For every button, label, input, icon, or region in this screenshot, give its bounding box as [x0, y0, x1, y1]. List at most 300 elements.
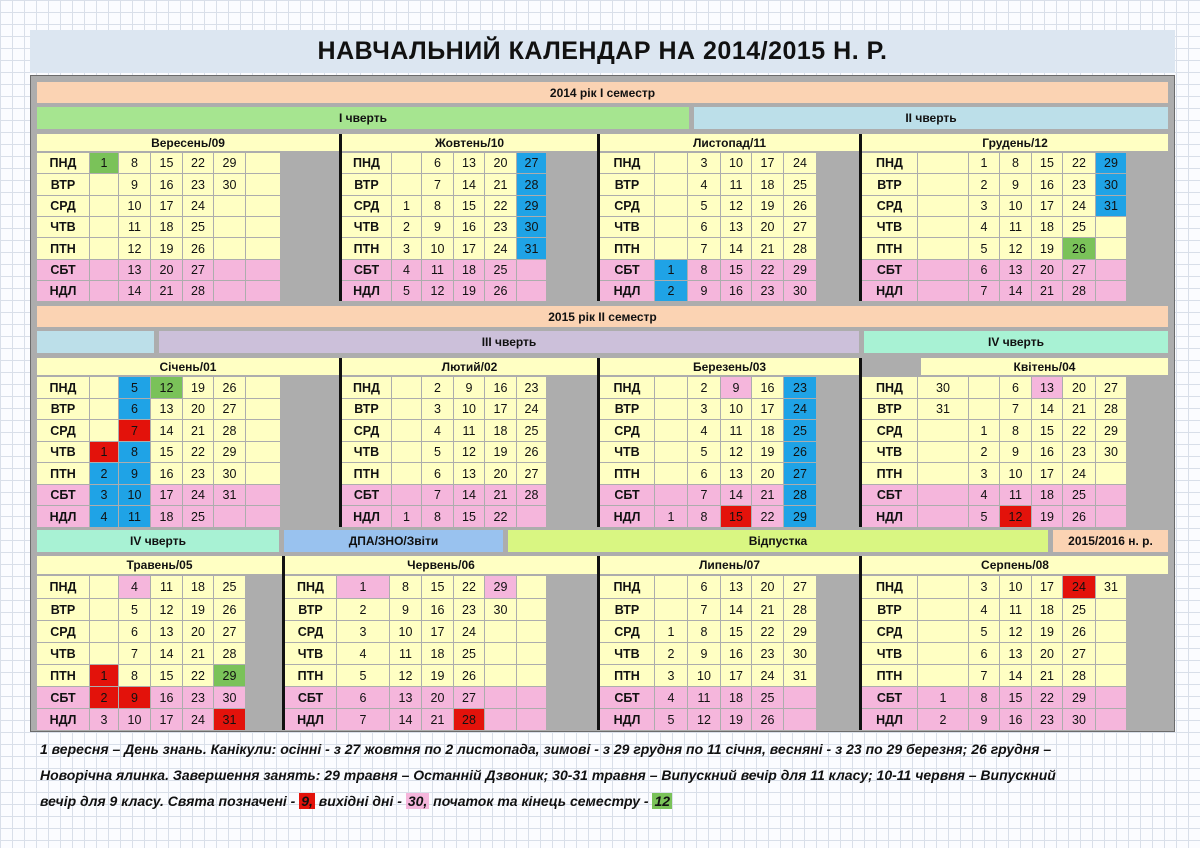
date-cell: 2 — [422, 377, 453, 398]
date-cell: 7 — [337, 709, 389, 730]
date-cell — [918, 217, 968, 237]
date-cell: 23 — [1063, 174, 1095, 195]
weekday-label: ЧТВ — [37, 217, 89, 237]
date-cell — [517, 599, 546, 620]
month-title: Червень/06 — [285, 556, 597, 574]
date-cell: 18 — [752, 420, 783, 441]
date-cell: 2 — [918, 709, 968, 730]
date-cell — [246, 463, 280, 484]
weekday-label: СБТ — [600, 260, 654, 280]
date-cell: 28 — [784, 485, 816, 505]
weekday-label: НДЛ — [862, 709, 917, 730]
date-cell: 27 — [214, 621, 245, 642]
date-cell: 14 — [721, 238, 751, 259]
date-cell: 27 — [784, 217, 816, 237]
weekday-label: НДЛ — [342, 506, 391, 527]
weekend-legend-swatch: 30, — [407, 793, 428, 809]
weekday-label: ПТН — [862, 665, 917, 686]
date-cell: 26 — [752, 709, 783, 730]
date-cell: 20 — [752, 463, 783, 484]
date-cell: 22 — [454, 576, 484, 598]
date-cell: 5 — [655, 709, 687, 730]
weekday-label: ЧТВ — [600, 643, 654, 664]
date-cell: 30 — [1096, 442, 1126, 462]
weekday-label: СРД — [342, 420, 391, 441]
date-cell: 31 — [1096, 576, 1126, 598]
weekday-label: НДЛ — [600, 281, 654, 301]
date-cell: 8 — [688, 506, 720, 527]
weekday-label: СБТ — [600, 485, 654, 505]
date-cell: 31 — [214, 485, 245, 505]
date-cell: 8 — [688, 260, 720, 280]
date-cell: 25 — [1063, 485, 1095, 505]
date-cell: 9 — [688, 643, 720, 664]
date-cell: 24 — [752, 665, 783, 686]
date-cell: 29 — [214, 665, 245, 686]
date-cell — [246, 399, 280, 419]
date-cell: 14 — [151, 643, 182, 664]
date-cell: 30 — [1063, 709, 1095, 730]
weekday-label: ЧТВ — [37, 643, 89, 664]
weekday-label: НДЛ — [285, 709, 336, 730]
date-cell — [655, 463, 687, 484]
notes-line-3 — [40, 788, 1180, 814]
quarter-band-4: IV чверть — [37, 530, 279, 552]
date-cell — [246, 260, 280, 280]
date-cell: 19 — [1032, 238, 1062, 259]
date-cell: 19 — [183, 599, 213, 620]
date-cell: 29 — [784, 621, 816, 642]
weekday-label: ВТР — [285, 599, 336, 620]
date-cell: 12 — [390, 665, 421, 686]
date-cell — [655, 599, 687, 620]
date-cell: 7 — [688, 485, 720, 505]
date-cell — [918, 485, 968, 505]
date-cell: 3 — [90, 485, 118, 505]
month-title: Липень/07 — [600, 556, 859, 574]
weekday-label: ПНД — [342, 377, 391, 398]
date-cell: 24 — [183, 196, 213, 216]
notes-text: початок та кінець семестру - — [429, 793, 653, 809]
date-cell — [918, 665, 968, 686]
date-cell — [90, 196, 118, 216]
date-cell — [918, 463, 968, 484]
date-cell — [1096, 687, 1126, 708]
weekday-label: СРД — [862, 196, 917, 216]
date-cell: 14 — [1000, 665, 1031, 686]
date-cell: 22 — [1032, 687, 1062, 708]
date-cell: 27 — [1063, 643, 1095, 664]
date-cell: 2 — [90, 463, 118, 484]
date-cell: 19 — [454, 281, 484, 301]
notes-text: вечір для 9 класу. Свята позначені - — [40, 793, 300, 809]
date-cell: 23 — [454, 599, 484, 620]
date-cell: 29 — [214, 442, 245, 462]
date-cell: 12 — [454, 442, 484, 462]
date-cell: 2 — [655, 281, 687, 301]
date-cell — [918, 576, 968, 598]
date-cell: 17 — [1032, 576, 1062, 598]
date-cell — [655, 399, 687, 419]
date-cell: 20 — [485, 153, 516, 173]
date-cell — [90, 377, 118, 398]
date-cell: 29 — [214, 153, 245, 173]
date-cell — [214, 506, 245, 527]
date-cell: 30 — [214, 174, 245, 195]
date-cell — [90, 260, 118, 280]
date-cell: 21 — [752, 485, 783, 505]
weekday-label: ПНД — [285, 576, 336, 598]
date-cell: 28 — [1063, 665, 1095, 686]
date-cell: 12 — [1000, 506, 1031, 527]
date-cell: 1 — [90, 153, 118, 173]
date-cell: 30 — [1096, 174, 1126, 195]
date-cell: 8 — [1000, 153, 1031, 173]
date-cell: 10 — [422, 238, 453, 259]
date-cell — [655, 196, 687, 216]
weekday-label: СРД — [37, 621, 89, 642]
date-cell: 22 — [485, 506, 516, 527]
weekday-label: НДЛ — [600, 709, 654, 730]
date-cell: 10 — [119, 709, 150, 730]
date-cell: 1 — [392, 506, 421, 527]
date-cell — [90, 174, 118, 195]
date-cell: 10 — [119, 485, 150, 505]
date-cell: 20 — [183, 399, 213, 419]
date-cell: 19 — [151, 238, 182, 259]
date-cell: 28 — [1096, 399, 1126, 419]
date-cell: 9 — [119, 687, 150, 708]
month-title: Жовтень/10 — [342, 134, 597, 151]
date-cell: 1 — [392, 196, 421, 216]
date-cell: 25 — [517, 420, 546, 441]
weekday-label: ВТР — [37, 599, 89, 620]
date-cell: 3 — [688, 153, 720, 173]
weekday-label: НДЛ — [600, 506, 654, 527]
date-cell: 26 — [1063, 506, 1095, 527]
date-cell — [90, 599, 118, 620]
weekday-label: ЧТВ — [285, 643, 336, 664]
date-cell: 7 — [688, 238, 720, 259]
date-cell: 18 — [151, 217, 182, 237]
weekday-label: ПТН — [342, 238, 391, 259]
date-cell — [485, 643, 516, 664]
date-cell: 27 — [1096, 377, 1126, 398]
weekday-label: ПНД — [37, 153, 89, 173]
weekday-label: ЧТВ — [342, 217, 391, 237]
date-cell: 19 — [485, 442, 516, 462]
date-cell: 10 — [1000, 463, 1031, 484]
date-cell: 10 — [1000, 576, 1031, 598]
date-cell — [214, 196, 245, 216]
date-cell: 16 — [752, 377, 783, 398]
date-cell — [246, 485, 280, 505]
date-cell: 28 — [517, 174, 546, 195]
date-cell: 25 — [183, 506, 213, 527]
date-cell: 24 — [1063, 196, 1095, 216]
date-cell: 10 — [1000, 196, 1031, 216]
weekday-label: ЧТВ — [37, 442, 89, 462]
date-cell: 13 — [721, 217, 751, 237]
date-cell: 17 — [752, 153, 783, 173]
date-cell: 3 — [688, 399, 720, 419]
academic-calendar — [30, 75, 1175, 732]
date-cell: 11 — [454, 420, 484, 441]
date-cell: 22 — [752, 621, 783, 642]
date-cell: 4 — [90, 506, 118, 527]
month-title: Грудень/12 — [862, 134, 1168, 151]
date-cell: 7 — [422, 174, 453, 195]
date-cell: 23 — [1063, 442, 1095, 462]
date-cell: 21 — [485, 485, 516, 505]
date-cell: 8 — [422, 196, 453, 216]
next-year-band: 2015/2016 н. р. — [1053, 530, 1168, 552]
date-cell: 10 — [688, 665, 720, 686]
date-cell: 5 — [119, 599, 150, 620]
month-title: Лютий/02 — [342, 358, 597, 375]
date-cell — [246, 281, 280, 301]
date-cell: 17 — [485, 399, 516, 419]
date-cell — [517, 576, 546, 598]
date-cell: 23 — [1032, 709, 1062, 730]
date-cell — [1096, 260, 1126, 280]
month-divider — [597, 556, 600, 730]
date-cell — [90, 238, 118, 259]
date-cell: 23 — [752, 643, 783, 664]
weekday-label: ПНД — [600, 153, 654, 173]
date-cell — [392, 174, 421, 195]
date-cell: 11 — [151, 576, 182, 598]
weekday-label: СРД — [600, 420, 654, 441]
date-cell: 8 — [119, 665, 150, 686]
date-cell — [1096, 217, 1126, 237]
date-cell — [246, 377, 280, 398]
date-cell: 27 — [1063, 260, 1095, 280]
date-cell: 7 — [119, 420, 150, 441]
date-cell: 10 — [390, 621, 421, 642]
date-cell: 23 — [183, 687, 213, 708]
weekday-label: СРД — [285, 621, 336, 642]
date-cell: 19 — [721, 709, 751, 730]
date-cell: 20 — [752, 576, 783, 598]
date-cell: 17 — [151, 709, 182, 730]
date-cell: 7 — [1000, 399, 1031, 419]
date-cell — [246, 153, 280, 173]
date-cell: 14 — [1000, 281, 1031, 301]
date-cell: 21 — [1032, 665, 1062, 686]
date-cell — [517, 643, 546, 664]
date-cell: 15 — [1000, 687, 1031, 708]
date-cell: 23 — [784, 377, 816, 398]
date-cell — [517, 260, 546, 280]
date-cell: 2 — [969, 442, 999, 462]
date-cell: 18 — [1032, 599, 1062, 620]
date-cell: 6 — [119, 621, 150, 642]
date-cell: 1 — [969, 153, 999, 173]
month-divider — [282, 556, 285, 730]
date-cell: 19 — [1032, 621, 1062, 642]
date-cell: 3 — [969, 196, 999, 216]
weekday-label: СБТ — [862, 260, 917, 280]
date-cell: 31 — [517, 238, 546, 259]
date-cell: 31 — [784, 665, 816, 686]
date-cell: 24 — [485, 238, 516, 259]
date-cell — [214, 238, 245, 259]
date-cell: 11 — [390, 643, 421, 664]
date-cell: 19 — [422, 665, 453, 686]
date-cell — [1096, 665, 1126, 686]
date-cell — [918, 238, 968, 259]
date-cell — [655, 238, 687, 259]
date-cell: 16 — [485, 377, 516, 398]
date-cell: 27 — [517, 463, 546, 484]
date-cell: 13 — [151, 399, 182, 419]
date-cell: 18 — [454, 260, 484, 280]
date-cell — [485, 709, 516, 730]
date-cell: 27 — [784, 463, 816, 484]
date-cell: 9 — [688, 281, 720, 301]
date-cell: 8 — [119, 442, 150, 462]
date-cell: 10 — [454, 399, 484, 419]
date-cell: 15 — [151, 665, 182, 686]
date-cell: 17 — [752, 399, 783, 419]
date-cell: 11 — [721, 174, 751, 195]
date-cell: 4 — [422, 420, 453, 441]
date-cell: 22 — [1063, 153, 1095, 173]
weekday-label: ПТН — [342, 463, 391, 484]
weekday-label: ПТН — [862, 463, 917, 484]
date-cell: 28 — [214, 643, 245, 664]
date-cell: 30 — [784, 643, 816, 664]
date-cell: 4 — [392, 260, 421, 280]
date-cell — [392, 399, 421, 419]
date-cell: 2 — [655, 643, 687, 664]
date-cell: 9 — [721, 377, 751, 398]
date-cell: 15 — [1032, 153, 1062, 173]
date-cell: 2 — [90, 687, 118, 708]
weekday-label: ПНД — [600, 576, 654, 598]
date-cell: 3 — [969, 576, 999, 598]
date-cell: 24 — [183, 709, 213, 730]
date-cell: 18 — [752, 174, 783, 195]
date-cell: 12 — [151, 377, 182, 398]
date-cell — [246, 174, 280, 195]
date-cell: 2 — [688, 377, 720, 398]
weekday-label: ВТР — [862, 174, 917, 195]
weekday-label: ПТН — [600, 665, 654, 686]
date-cell: 16 — [721, 281, 751, 301]
month-divider — [597, 358, 600, 527]
date-cell — [517, 506, 546, 527]
weekday-label: СБТ — [37, 260, 89, 280]
date-cell: 28 — [517, 485, 546, 505]
month-title: Травень/05 — [37, 556, 282, 574]
notes-line-1: 1 вересня – День знань. Канікули: осінні - з 27 жовтня по 2 листопада, зимові - з 29 грудня по 11 січня, весняні - з 23 по 29 березня; 26 грудня – — [40, 741, 1052, 757]
date-cell: 3 — [969, 463, 999, 484]
vacation-band: Відпустка — [508, 530, 1048, 552]
weekday-label: ПТН — [37, 238, 89, 259]
date-cell: 27 — [517, 153, 546, 173]
weekday-label: СБТ — [862, 485, 917, 505]
date-cell: 20 — [752, 217, 783, 237]
date-cell: 21 — [1032, 281, 1062, 301]
date-cell: 23 — [183, 174, 213, 195]
date-cell: 28 — [784, 238, 816, 259]
date-cell: 8 — [969, 687, 999, 708]
date-cell: 3 — [655, 665, 687, 686]
date-cell: 31 — [918, 399, 968, 419]
date-cell: 14 — [454, 485, 484, 505]
date-cell: 1 — [337, 576, 389, 598]
date-cell: 20 — [1032, 260, 1062, 280]
date-cell: 8 — [422, 506, 453, 527]
date-cell: 21 — [485, 174, 516, 195]
date-cell — [655, 217, 687, 237]
month-divider — [339, 358, 342, 527]
date-cell: 11 — [1000, 217, 1031, 237]
date-cell: 12 — [1000, 238, 1031, 259]
date-cell: 16 — [151, 463, 182, 484]
date-cell: 9 — [1000, 442, 1031, 462]
date-cell — [246, 238, 280, 259]
date-cell — [214, 281, 245, 301]
date-cell: 13 — [721, 576, 751, 598]
date-cell: 31 — [1096, 196, 1126, 216]
date-cell: 29 — [485, 576, 516, 598]
weekday-label: ЧТВ — [600, 217, 654, 237]
date-cell: 17 — [1032, 196, 1062, 216]
month-title: Березень/03 — [600, 358, 859, 375]
date-cell: 15 — [422, 576, 453, 598]
quarter-band-4: IV чверть — [864, 331, 1168, 353]
date-cell — [1096, 485, 1126, 505]
date-cell: 11 — [422, 260, 453, 280]
date-cell — [214, 217, 245, 237]
date-cell: 17 — [1032, 463, 1062, 484]
date-cell: 15 — [151, 153, 182, 173]
date-cell: 27 — [784, 576, 816, 598]
date-cell: 24 — [183, 485, 213, 505]
date-cell: 12 — [1000, 621, 1031, 642]
date-cell: 18 — [183, 576, 213, 598]
month-divider — [859, 556, 862, 730]
date-cell: 20 — [485, 463, 516, 484]
date-cell: 6 — [337, 687, 389, 708]
weekday-label: ПНД — [37, 576, 89, 598]
date-cell — [392, 377, 421, 398]
date-cell: 16 — [721, 643, 751, 664]
date-cell: 8 — [688, 621, 720, 642]
weekday-label: НДЛ — [342, 281, 391, 301]
date-cell: 6 — [969, 643, 999, 664]
date-cell: 26 — [1063, 621, 1095, 642]
quarter-band-3: III чверть — [159, 331, 859, 353]
date-cell — [90, 217, 118, 237]
date-cell: 29 — [517, 196, 546, 216]
weekday-label: СРД — [862, 420, 917, 441]
date-cell — [517, 687, 546, 708]
date-cell: 8 — [1000, 420, 1031, 441]
date-cell — [392, 463, 421, 484]
date-cell: 4 — [969, 217, 999, 237]
month-divider — [339, 134, 342, 301]
date-cell: 17 — [422, 621, 453, 642]
date-cell — [214, 260, 245, 280]
weekday-label: НДЛ — [862, 506, 917, 527]
date-cell: 6 — [422, 463, 453, 484]
date-cell: 13 — [390, 687, 421, 708]
date-cell: 6 — [688, 463, 720, 484]
